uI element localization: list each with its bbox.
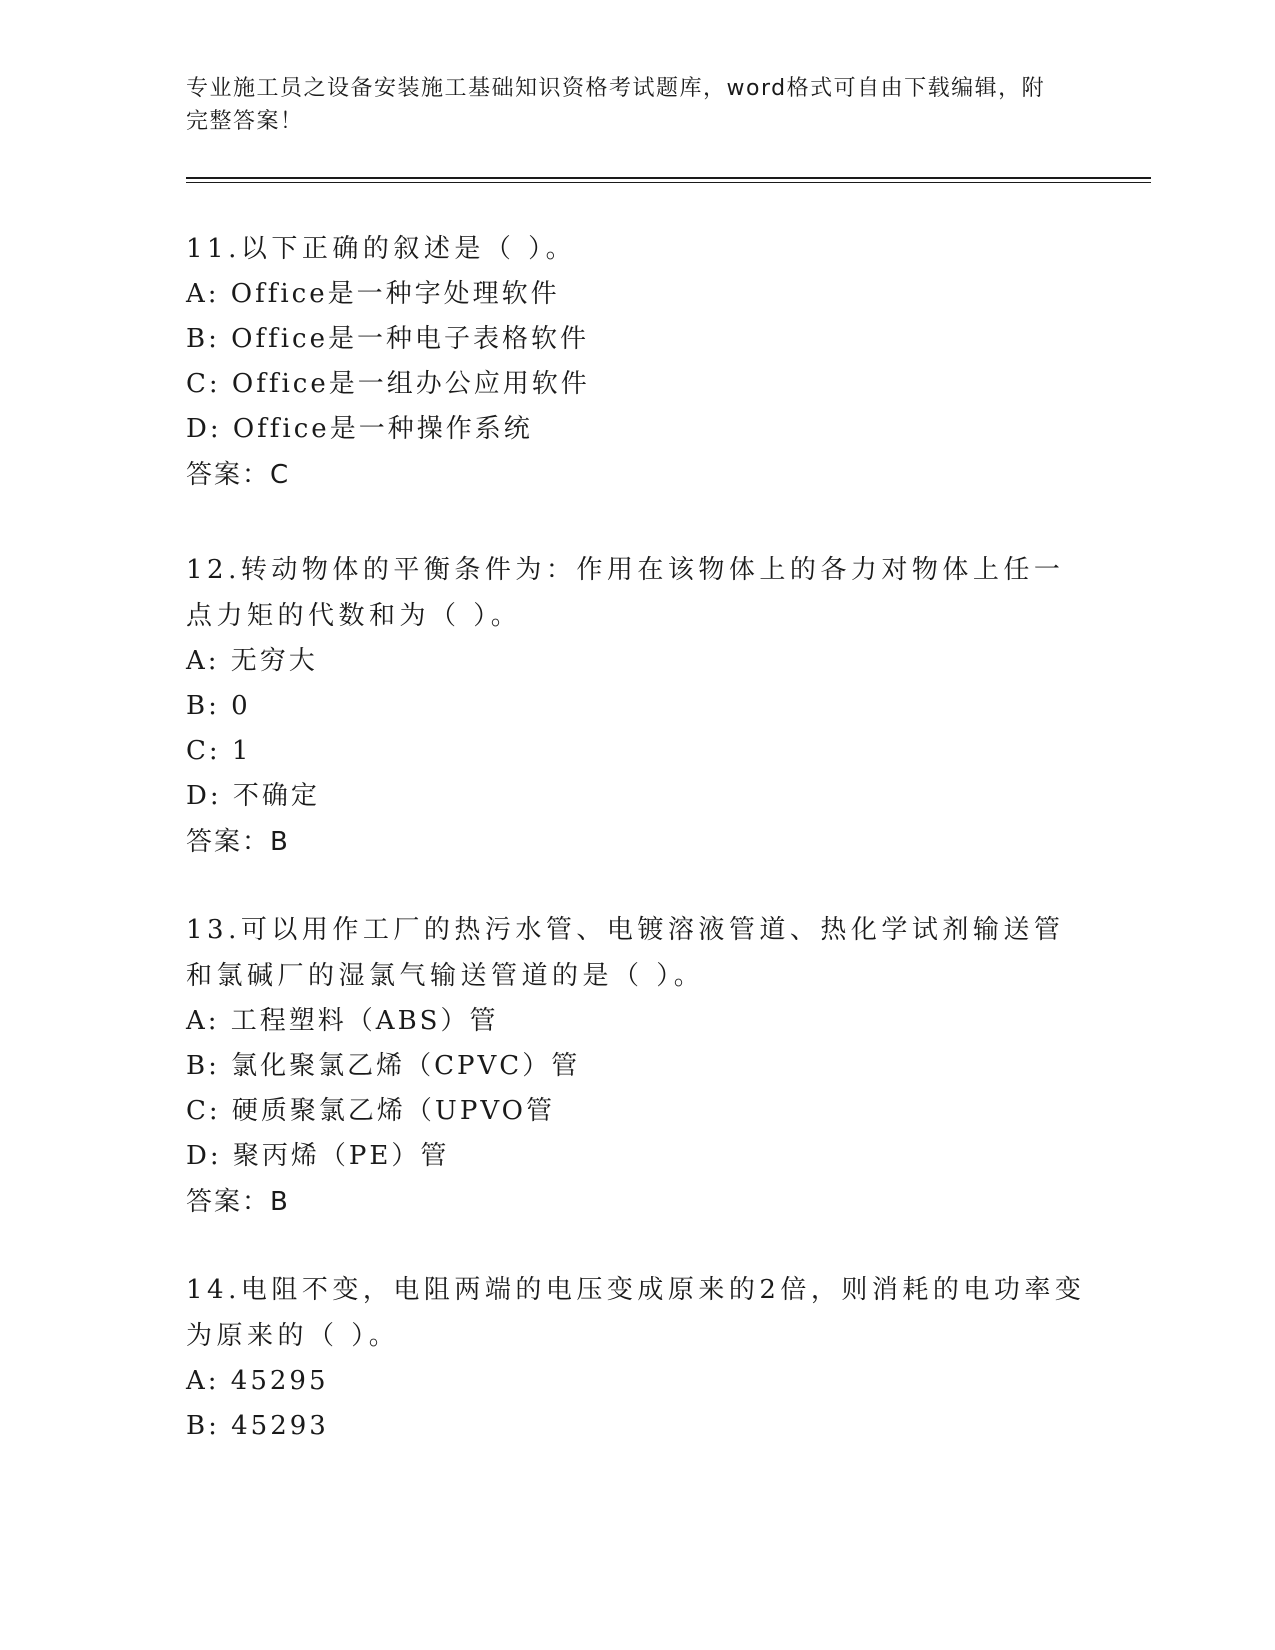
option-b: B: 0 — [186, 691, 251, 721]
option-a: A: 45295 — [186, 1366, 329, 1396]
question-14 — [186, 1267, 1086, 1449]
option-c: C: 硬质聚氯乙烯（UPVO管 — [186, 1096, 555, 1126]
question-stem: 11.以下正确的叙述是（ ）。 — [186, 234, 577, 264]
option-b: B: 45293 — [186, 1411, 329, 1441]
option-b: B: Office是一种电子表格软件 — [186, 324, 589, 354]
option-a: A: 工程塑料（ABS）管 — [186, 1006, 499, 1036]
document-header: 专业施工员之设备安装施工基础知识资格考试题库，word格式可自由下载编辑，附完整答案！ — [186, 76, 1046, 134]
question-12 — [186, 547, 1086, 865]
option-a: A: Office是一种字处理软件 — [186, 279, 560, 309]
question-stem: 13.可以用作工厂的热污水管、电镀溶液管道、热化学试剂输送管和氯碱厂的湿氯气输送管道的是（ ）。 — [186, 915, 1065, 991]
question-stem: 14.电阻不变，电阻两端的电压变成原来的2倍，则消耗的电功率变为原来的（ ）。 — [186, 1275, 1086, 1351]
question-stem: 12.转动物体的平衡条件为：作用在该物体上的各力对物体上任一点力矩的代数和为（ ）。 — [186, 555, 1065, 631]
option-d: D: 聚丙烯（PE）管 — [186, 1141, 450, 1171]
question-11 — [186, 226, 1086, 498]
option-c: C: 1 — [186, 736, 252, 766]
question-13 — [186, 907, 1086, 1225]
header-divider-thick — [186, 177, 1151, 179]
option-c: C: Office是一组办公应用软件 — [186, 369, 590, 399]
option-b: B: 氯化聚氯乙烯（CPVC）管 — [186, 1051, 581, 1081]
option-d: D: Office是一种操作系统 — [186, 414, 533, 444]
option-a: A: 无穷大 — [186, 646, 318, 676]
answer-label: 答案：B — [186, 1187, 290, 1217]
answer-label: 答案：B — [186, 827, 290, 857]
answer-label: 答案：C — [186, 460, 291, 490]
option-d: D: 不确定 — [186, 781, 320, 811]
header-divider-thin — [186, 182, 1151, 183]
